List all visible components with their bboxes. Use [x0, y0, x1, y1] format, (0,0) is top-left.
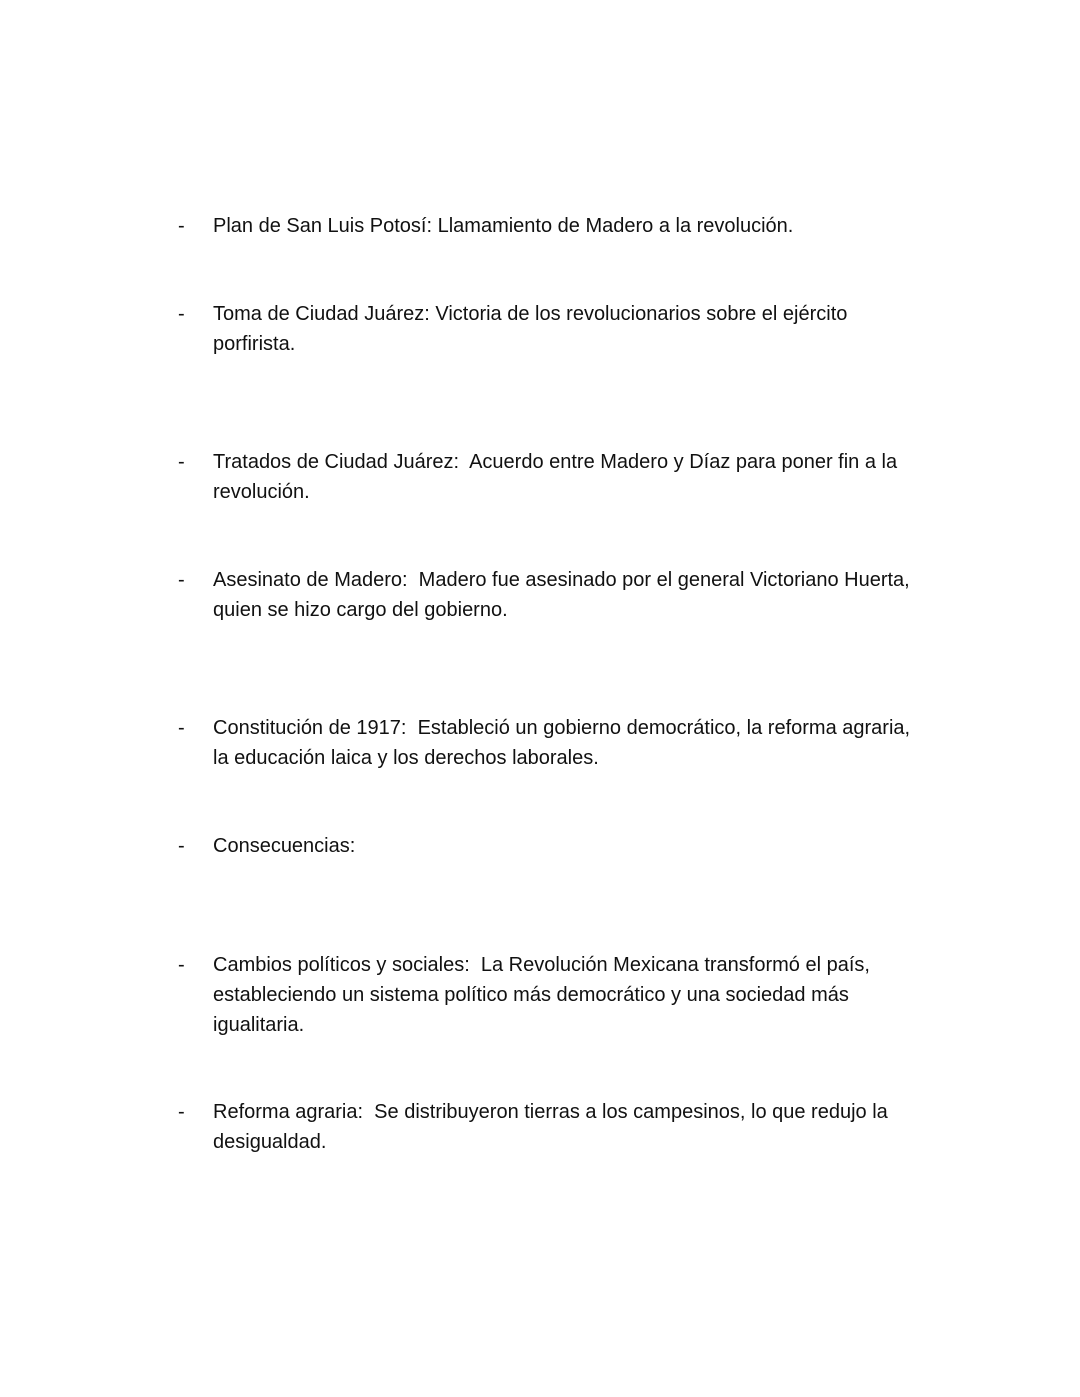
item-text: Consecuencias: — [213, 835, 356, 857]
bullet-dash: - — [178, 215, 185, 237]
bullet-dash: - — [178, 717, 185, 739]
item-text: Constitución de 1917: Estableció un gobierno democrático, la reforma agraria, la educación laica y los derechos laborales. — [213, 717, 911, 769]
list-item — [178, 831, 958, 861]
bullet-dash: - — [178, 1101, 185, 1123]
item-text: Asesinato de Madero: Madero fue asesinado por el general Victoriano Huerta, quien se hizo cargo del gobierno. — [213, 569, 910, 621]
list-item — [178, 950, 958, 1040]
list-item — [178, 713, 958, 773]
bullet-dash: - — [178, 835, 185, 857]
item-text: Reforma agraria: Se distribuyeron tierras a los campesinos, lo que redujo la desigualdad. — [213, 1101, 888, 1153]
item-text: Toma de Ciudad Juárez: Victoria de los revolucionarios sobre el ejército porfirista. — [213, 303, 848, 355]
item-text: Tratados de Ciudad Juárez: Acuerdo entre Madero y Díaz para poner fin a la revolución. — [213, 451, 898, 503]
list-item — [178, 211, 958, 241]
list-item — [178, 565, 958, 625]
bullet-dash: - — [178, 451, 185, 473]
bullet-dash: - — [178, 569, 185, 591]
item-text: Plan de San Luis Potosí: Llamamiento de Madero a la revolución. — [213, 215, 794, 237]
bullet-dash: - — [178, 954, 185, 976]
list-item — [178, 299, 958, 359]
item-text: Cambios políticos y sociales: La Revolución Mexicana transformó el país, estableciendo un sistema político más democrático y una sociedad más igualitaria. — [213, 954, 870, 1036]
list-item — [178, 447, 958, 507]
bullet-dash: - — [178, 303, 185, 325]
list-item — [178, 1097, 958, 1157]
